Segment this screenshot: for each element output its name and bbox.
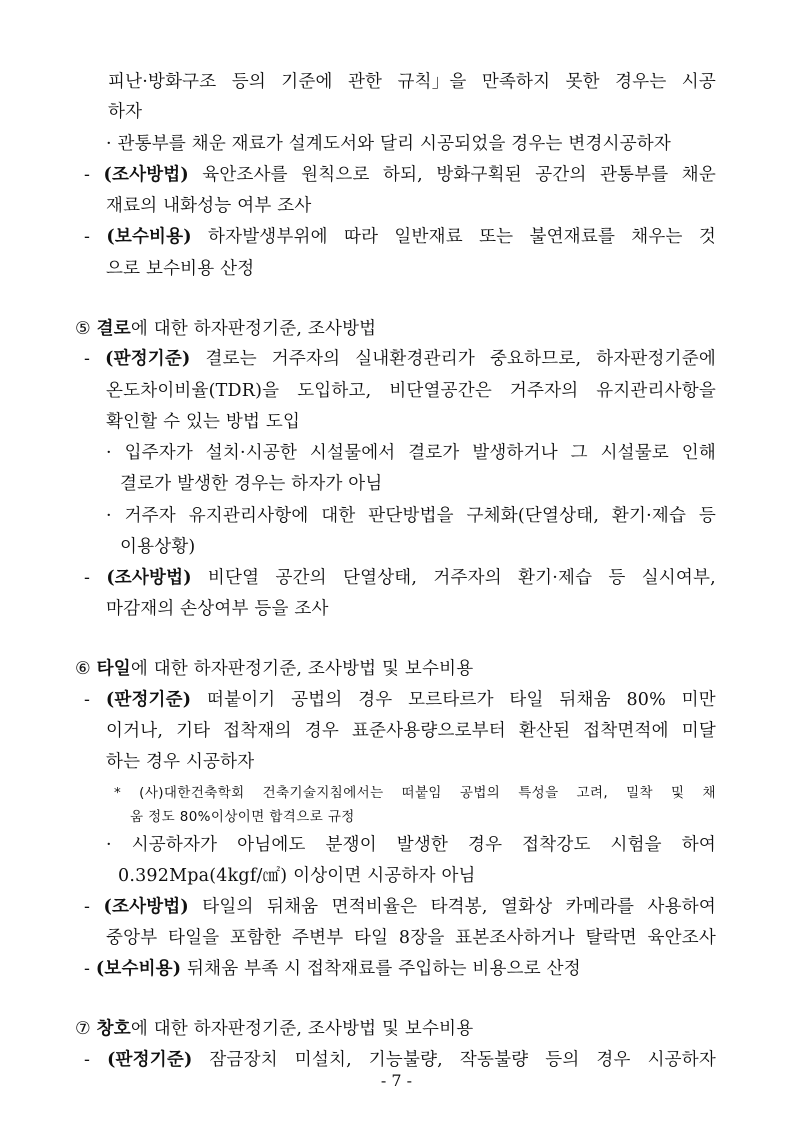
text-line: · 입주자가 설치·시공한 시설물에서 결로가 발생하거나 그 시설물로 인해 [106,443,716,463]
footnote-line: * (사)대한건축학회 건축기술지침에서는 떠붙임 공법의 특성을 고려, 밀착 및 채 [114,785,716,801]
text-line: 이거나, 기타 접착재의 경우 표준사용량으로부터 환산된 접착면적에 미달 [106,721,716,741]
page-number: - 7 - [380,1071,413,1090]
text-line: - (판정기준) 잠금장치 미설치, 기능불량, 작동불량 등의 경우 시공하자 [84,1050,716,1070]
text-line: 으로 보수비용 산정 [106,259,255,279]
text-line: · 관통부를 채운 재료가 설계도서와 달리 시공되었을 경우는 변경시공하자 [106,134,672,154]
text-line: - (조사방법) 육안조사를 원칙으로 하되, 방화구획된 공간의 관통부를 채운 [84,165,716,185]
text-line: 0.392Mpa(4kgf/㎠) 이상이면 시공하자 아님 [118,866,476,886]
text-line: 하자 [108,102,143,122]
text-line: - (보수비용) 뒤채움 부족 시 접착재료를 주입하는 비용으로 산정 [84,959,581,979]
text-line: - (판정기준) 결로는 거주자의 실내환경관리가 중요하므로, 하자판정기준에 [84,349,716,369]
text-line: - (판정기준) 떠붙이기 공법의 경우 모르타르가 타일 뒤채움 80% 미만 [84,690,716,710]
text-line: - (조사방법) 타일의 뒤채움 면적비율은 타격봉, 열화상 카메라를 사용하여 [84,897,716,917]
section-heading: ⑤ 결로에 대한 하자판정기준, 조사방법 [75,319,377,339]
text-line: - (보수비용) 하자발생부위에 따라 일반재료 또는 불연재료를 채우는 것 [84,227,716,247]
section-heading: ⑦ 창호에 대한 하자판정기준, 조사방법 및 보수비용 [75,1019,474,1039]
text-line: 마감재의 손상여부 등을 조사 [106,599,329,619]
text-line: 하는 경우 시공하자 [106,752,255,772]
text-line: 결로가 발생한 경우는 하자가 아님 [120,474,383,494]
section-heading: ⑥ 타일에 대한 하자판정기준, 조사방법 및 보수비용 [75,659,474,679]
text-line: · 거주자 유지관리사항에 대한 판단방법을 구체화(단열상태, 환기·제습 등 [106,506,716,526]
text-line: - (조사방법) 비단열 공간의 단열상태, 거주자의 환기·제습 등 실시여부, [84,568,716,588]
text-line: 이용상황) [120,537,196,557]
text-line: · 시공하자가 아님에도 분쟁이 발생한 경우 접착강도 시험을 하여 [106,835,716,855]
text-line: 재료의 내화성능 여부 조사 [106,196,312,216]
text-line: 피난·방화구조 등의 기준에 관한 규칙」을 만족하지 못한 경우는 시공 [108,72,716,92]
footnote-line: 움 정도 80%이상이면 합격으로 규정 [130,809,355,825]
text-line: 확인할 수 있는 방법 도입 [106,412,301,432]
text-line: 온도차이비율(TDR)을 도입하고, 비단열공간은 거주자의 유지관리사항을 [106,381,716,401]
text-line: 중앙부 타일을 포함한 주변부 타일 8장을 표본조사하거나 탈락면 육안조사 [106,928,716,948]
